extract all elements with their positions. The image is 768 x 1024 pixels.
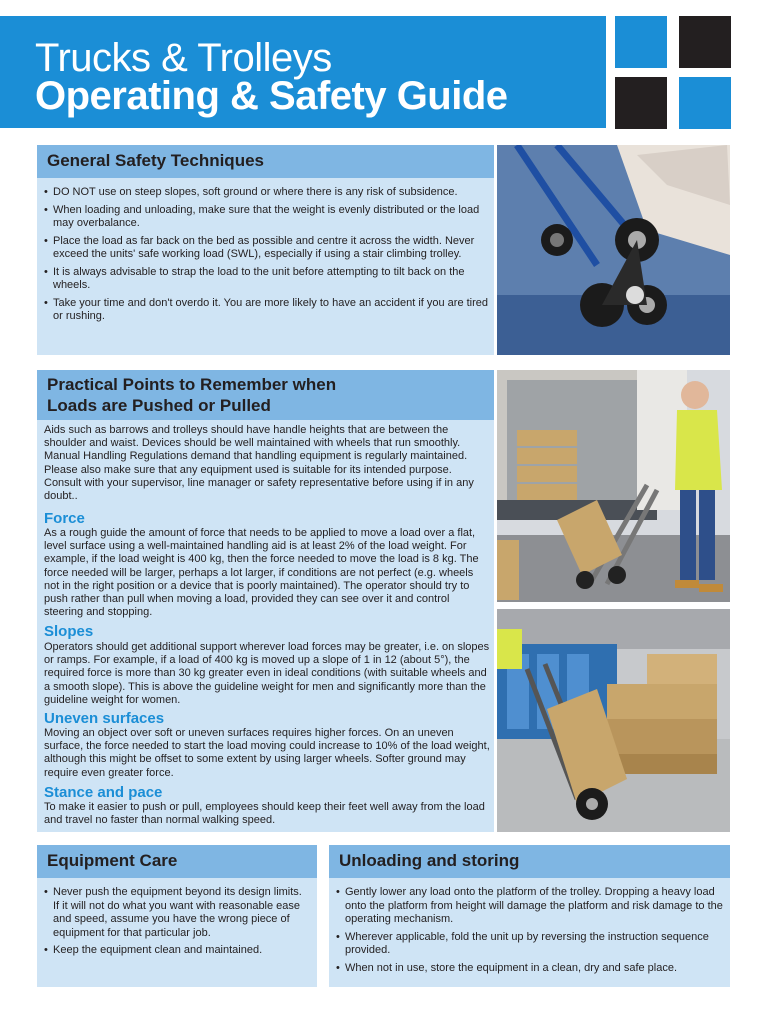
practical-heading-line-1: Practical Points to Remember when: [47, 375, 337, 394]
list-item: • When not in use, store the equipment in a clean, dry and safe place.: [336, 962, 724, 976]
title-banner: [0, 16, 606, 128]
general-safety-heading: General Safety Techniques: [37, 145, 494, 178]
title-line-1: Trucks & Trolleys: [35, 36, 332, 80]
force-heading: Force: [44, 510, 85, 527]
list-item: • Keep the equipment clean and maintained.: [44, 944, 306, 958]
equipment-care-heading: Equipment Care: [37, 845, 317, 878]
warehouse-trolley-photo: [497, 609, 730, 832]
stance-heading: Stance and pace: [44, 784, 163, 801]
list-item: • Wherever applicable, fold the unit up by reversing the instruction sequence provided.: [336, 931, 724, 958]
list-item: • Never push the equipment beyond its design limits. If it will not do what you want with reasonable ease and speed, assume you have the wrong piece of equipment for that particular job.: [44, 886, 306, 940]
stair-climber-photo: [497, 145, 730, 355]
stance-text: To make it easier to push or pull, employees should keep their feet well away from the load and travel no faster than normal walking speed.: [44, 801, 485, 827]
decor-square-black-2: [615, 77, 667, 129]
general-safety-list: [44, 186, 488, 328]
list-item: • DO NOT use on steep slopes, soft ground or where there is any risk of subsidence.: [44, 186, 488, 200]
practical-heading-line-2: Loads are Pushed or Pulled: [47, 396, 271, 415]
uneven-surfaces-text: Moving an object over soft or uneven surfaces requires higher forces. On an uneven surface, the force needed to start the load moving could increase to 10% of the load weight, although this might be offset to some extent by using larger wheels. Softer ground may require even greater force.: [44, 727, 490, 779]
unloading-storing-list: [336, 886, 724, 979]
force-text: As a rough guide the amount of force that needs to be applied to move a load over a flat, level surface using a well-maintained handling aid is at least 2% of the load weight. For example, if the load weight is 400 kg, then the force needed to move the load is 8 kg. The force needed will be larger, perhaps a lot larger, if conditions are not perfect (e.g. wheels not in the right position or a device that is poorly maintained). The operator should try to push rather than pull when moving a load, provided they can see over it and control steering and stopping.: [44, 527, 479, 619]
list-item: • It is always advisable to strap the load to the unit before attempting to tilt back on the wheels.: [44, 266, 488, 293]
decor-square-blue-1: [615, 16, 667, 68]
van-loading-photo: [497, 370, 730, 602]
uneven-surfaces-heading: Uneven surfaces: [44, 710, 165, 727]
practical-intro: Aids such as barrows and trolleys should have handle heights that are between the shoulder and waist. Devices should be well maintained with wheels that run smoothly. Manual Handling Regulations demand that handling equipment is regularly maintained. Please also make sure that any equipment used is suitable for its intended purpose. Consult with your supervisor, line manager or safety representative before using if in any doubt..: [44, 424, 474, 503]
list-item: • Take your time and don't overdo it. You are more likely to have an accident if you are tired or rushing.: [44, 297, 488, 324]
title-line-2: Operating & Safety Guide: [35, 74, 508, 118]
list-item: • Place the load as far back on the bed as possible and centre it across the width. Never exceed the units' safe working load (SWL), especially if using a stair climbing trolley.: [44, 235, 488, 262]
practical-points-heading: [37, 370, 494, 420]
list-item: • When loading and unloading, make sure that the weight is evenly distributed or the load may overbalance.: [44, 204, 488, 231]
equipment-care-list: [44, 886, 306, 962]
unloading-storing-heading: Unloading and storing: [329, 845, 730, 878]
decor-square-blue-2: [679, 77, 731, 129]
decor-square-black-1: [679, 16, 731, 68]
slopes-text: Operators should get additional support wherever load forces may be greater, i.e. on slopes or ramps. For example, if a load of 400 kg is moved up a slope of 1 in 12 (about 5°), the required force is more than 30 kg greater even in ideal conditions (with suitable wheels and a smooth slope). This is above the guideline weight for men and significantly more than the guideline weight for women.: [44, 641, 490, 706]
slopes-heading: Slopes: [44, 623, 94, 640]
list-item: • Gently lower any load onto the platform of the trolley. Dropping a heavy load onto the platform from height will damage the platform and risk damage to the operating mechanism.: [336, 886, 724, 927]
